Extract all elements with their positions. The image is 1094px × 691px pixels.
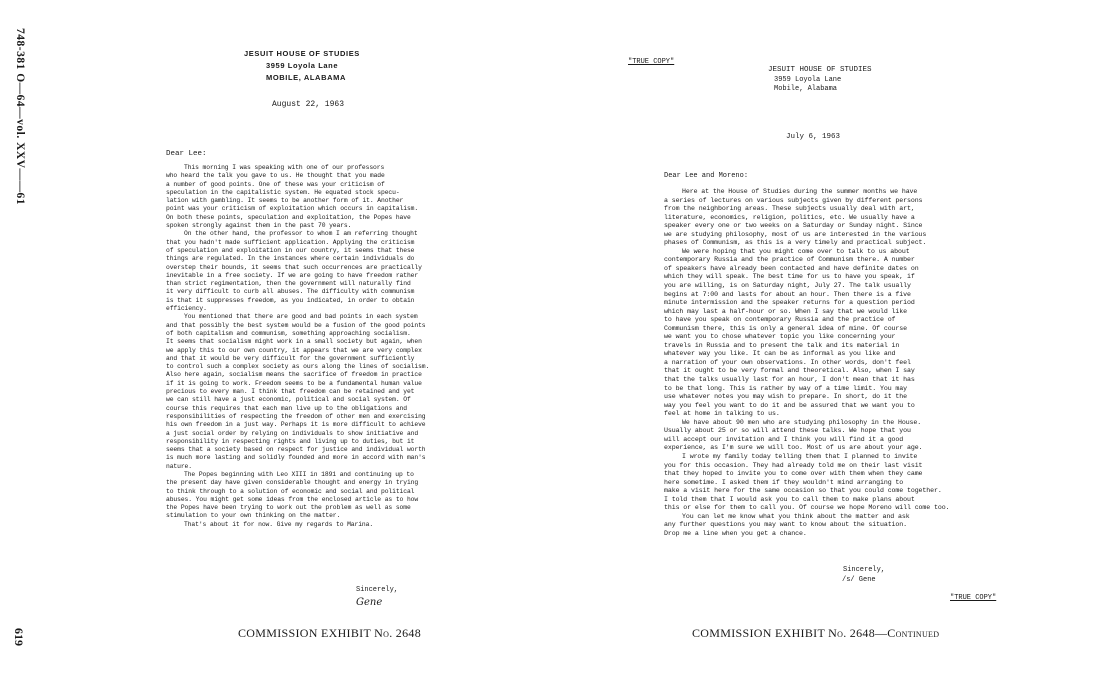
body-line: you for this occasion. They had already told me on their last visit — [664, 461, 923, 469]
body-line: The Popes beginning with Leo XIII in 1891 and continuing up to — [184, 470, 414, 478]
true-copy-stamp-bottom: "TRUE COPY" — [950, 594, 997, 602]
body-line: a number of good points. One of these was your criticism of — [166, 180, 385, 188]
salutation: Dear Lee: — [166, 150, 207, 158]
salutation: Dear Lee and Moreno: — [664, 172, 749, 180]
letter-date: July 6, 1963 — [786, 133, 841, 141]
body-line: point was your criticism of exploitation which occurs in capitalism. — [166, 205, 419, 213]
body-line: On both these points, speculation and exploitation, the Popes have — [166, 213, 411, 221]
letterhead-city: Mobile, Alabama — [774, 85, 838, 93]
body-line: Communism there, this is only a general idea of mine. Of course — [664, 324, 907, 332]
body-line: than strict regimentation, then the government will naturally find — [166, 280, 411, 288]
letterhead-city: MOBILE, ALABAMA — [266, 73, 346, 82]
body-line: his own freedom in a just way. Perhaps it is more difficult to achieve — [166, 421, 426, 429]
letterhead-right — [768, 66, 928, 95]
body-line: experience, as I'm sure we will too. Most of us are about your age. — [664, 444, 923, 452]
body-line: seems that a society based on respect for justice and individual worth — [166, 446, 426, 454]
body-line: a just social order by relying on individuals to show initiative and — [166, 429, 419, 437]
body-line: a narration of your own observations. In other words, don't feel — [664, 358, 911, 366]
body-line: to control such a complex society as ours along the lines of socialism. — [166, 363, 430, 371]
body-line: who heard the talk you gave to us. He thought that you made — [166, 172, 385, 180]
true-copy-stamp-top: "TRUE COPY" — [628, 58, 675, 66]
body-line: is that it suppresses freedom, as you indicated, in order to obtain — [166, 296, 415, 304]
body-line: we apply this to our own country, it appears that we are very complex — [166, 346, 422, 354]
page-number: 619 — [12, 628, 26, 646]
body-line: that you hadn't made sufficient application. Applying the criticism — [166, 238, 415, 246]
closing: Sincerely, — [356, 586, 399, 594]
body-line: things are regulated. In the instances where certain individuals do — [166, 255, 415, 263]
letterhead-address: 3959 Loyola Lane — [774, 75, 842, 84]
body-line: responsibility in respecting rights and living up to duties, but it — [166, 437, 415, 445]
body-line: course this requires that each man live up to the obligations and — [166, 404, 407, 412]
body-line: we want you to chose whatever topic you like concerning your — [664, 333, 896, 341]
body-line: and that it would be very difficult for the government sufficiently — [166, 354, 415, 362]
body-line: of both capitalism and communism, something approaching socialism. — [166, 329, 411, 337]
body-line: here sometime. I asked them if they wouldn't mind arranging to — [664, 478, 904, 486]
closing: Sincerely, — [843, 566, 886, 574]
body-line: you are willing, is on Saturday night, July 27. The talk usually — [664, 282, 911, 290]
body-line: I wrote my family today telling them that I planned to invite — [682, 452, 918, 460]
body-line: which may last a half-hour or so. When I say that we would like — [664, 307, 907, 315]
body-line: travels in Russia and to present the talk and its material in — [664, 341, 900, 349]
body-line: will accept our invitation and I think you will find it a good — [664, 435, 904, 443]
body-line: Usually about 25 or so will attend these talks. We hope that you — [664, 427, 911, 435]
body-line: any further questions you may want to know about the situation. — [664, 521, 907, 529]
body-line: which they will speak. The best time for us to have you speak, if — [664, 273, 915, 281]
letter-date: August 22, 1963 — [272, 100, 345, 109]
body-line: use whatever notes you may wish to prepare. In short, do it the — [664, 393, 907, 401]
body-line: to have you speak on contemporary Russia and the practice of — [664, 316, 896, 324]
body-line: whatever way you like. It can be as informal as you like and — [664, 350, 896, 358]
body-line: We were hoping that you might come over to talk to us about — [682, 247, 910, 255]
body-line: responsibilities of respecting the freedom of other men and exercising — [166, 412, 426, 420]
body-line: speculation in the capitalistic system. He equated stock specu- — [166, 188, 400, 196]
exhibit-caption-right: COMMISSION EXHIBIT No. 2648—Continued — [692, 626, 940, 640]
body-line: precious to every man. I think that freedom can be retained and yet — [166, 388, 415, 396]
body-line: You mentioned that there are good and bad points in each system — [184, 313, 418, 321]
body-line: that the talks usually last for an hour, I don't mean that it has — [664, 376, 915, 384]
body-line: and that possibly the best system would be a fusion of the good points — [166, 321, 426, 329]
margin-volume-note: 748-381 O—64—vol. XXV——61 — [14, 28, 26, 206]
body-line: make a visit here for the same occasion so that you could come together. — [664, 487, 942, 495]
signature: Gene — [356, 597, 383, 608]
body-line: spoken strongly against them in the past 70 years. — [166, 222, 352, 230]
body-line: On the other hand, the professor to whom I am referring thought — [184, 230, 418, 238]
body-line: contemporary Russia and the practice of Communism there. A number — [664, 256, 915, 264]
body-line: Also here again, socialism means the sacrifice of freedom in practice — [166, 371, 422, 379]
body-line: phases of Communism, as this is a very timely and practical subject. — [664, 239, 927, 247]
body-line: way you feel you want to do it and be assured that we want you to — [664, 401, 915, 409]
letterhead-name: JESUIT HOUSE OF STUDIES — [768, 66, 872, 74]
body-line: this or else for them to call you. Of course we hope Moreno will come too. — [664, 504, 950, 512]
body-line: You can let me know what you think about the matter and ask — [682, 512, 910, 520]
letter-body — [166, 164, 526, 529]
body-line: to think through to a solution of economic and social and political — [166, 487, 415, 495]
body-line: the Popes have been trying to work out the problem as well as some — [166, 504, 411, 512]
body-line: of speculation and exploitation in our country, it seems that these — [166, 246, 415, 254]
body-line: from the neighboring areas. These subjects usually deal with art, — [664, 205, 915, 213]
body-line: we are studying philosophy, most of us are interested in the various — [664, 230, 927, 238]
body-line: We have about 90 men who are studying philosophy in the House. — [682, 418, 922, 426]
body-line: This morning I was speaking with one of our professors — [184, 164, 385, 171]
exhibit-caption-left: COMMISSION EXHIBIT No. 2648 — [238, 626, 421, 640]
body-line: Drop me a line when you get a chance. — [664, 529, 807, 537]
body-line: efficiency. — [166, 305, 207, 313]
body-line: minute intermission and the speaker returns for a question period — [664, 299, 915, 307]
letterhead-left — [244, 48, 424, 84]
body-line: Here at the House of Studies during the summer months we have — [682, 188, 918, 195]
body-line: feel at home in talking to us. — [664, 410, 780, 418]
body-line: if it is going to work. Freedom seems to be a fundamental human value — [166, 379, 422, 387]
body-line: is much more lasting and solidly founded and more in accord with man's — [166, 454, 426, 462]
body-line: overstep their bounds, it seems that such occurrences are practically — [166, 263, 422, 271]
body-line: the present day have given considerable thought and energy in trying — [166, 479, 419, 487]
signature: /s/ Gene — [842, 576, 876, 584]
body-line: That's about it for now. Give my regards to Marina. — [184, 520, 374, 528]
body-line: of speakers have already been contacted and have definite dates on — [664, 264, 919, 272]
body-line: that it ought to be very formal and theoretical. Also, when I say — [664, 367, 915, 375]
body-line: inevitable in a free society. If we are going to have freedom rather — [166, 271, 419, 279]
body-line: nature. — [166, 462, 192, 470]
letter-body — [664, 188, 1024, 538]
body-line: abuses. You might get some ideas from the enclosed article as to how — [166, 495, 419, 503]
letterhead-address: 3959 Loyola Lane — [266, 61, 339, 70]
body-line: stimulation to your own thinking on the matter. — [166, 512, 341, 520]
letterhead-name: JESUIT HOUSE OF STUDIES — [244, 49, 360, 58]
body-line: it very difficult to curb all abuses. The difficulty with communism — [166, 288, 415, 296]
body-line: I told them that I would ask you to call them to make plans about — [664, 495, 915, 503]
body-line: a series of lectures on various subjects given by different persons — [664, 196, 923, 204]
body-line: we can still have a just economic, political and social system. Of — [166, 396, 411, 404]
body-line: lation with gambling. It seems to be another form of it. Another — [166, 197, 404, 205]
body-line: begins at 7:00 and lasts for about an hour. Then there is a five — [664, 290, 911, 298]
body-line: speaker every one or two weeks on a Saturday or Sunday night. Since — [664, 222, 923, 230]
body-line: It seems that socialism might work in a small society but again, when — [166, 338, 422, 346]
body-line: to be that long. This is rather by way of a time limit. You may — [664, 384, 907, 392]
body-line: that they hoped to invite you to come over with them when they came — [664, 470, 923, 478]
body-line: literature, economics, religion, politics, etc. We usually have a — [664, 213, 915, 221]
